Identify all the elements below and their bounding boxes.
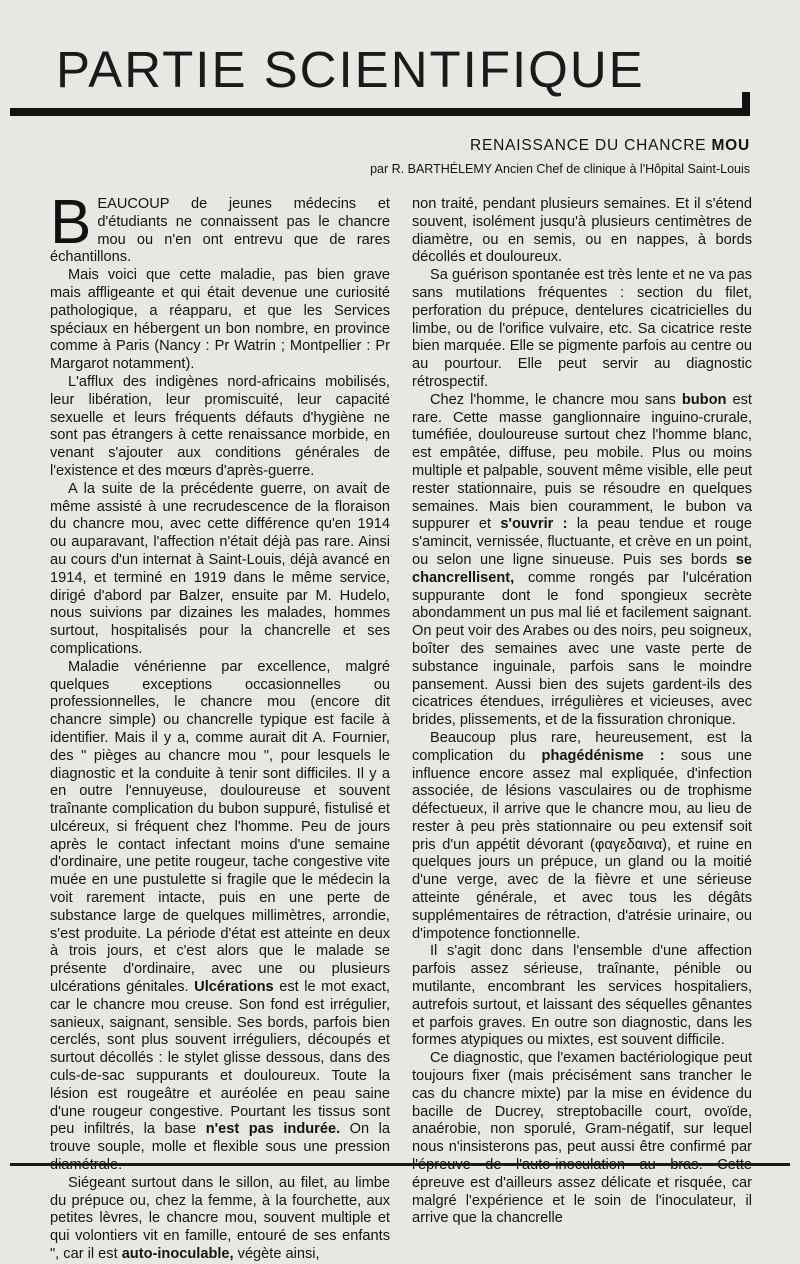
- right-column: [412, 196, 752, 1228]
- bold-term: bubon: [681, 391, 727, 408]
- paragraph: Sa guérison spontanée est très lente et ne va pas sans mutilations fréquentes : section du filet, perforation du prépuce, dentelures cicatricielles du limbe, ou de l'orifice vulvaire, etc. Sa cicatrice reste bien marquée. Elle se pigmente parfois au centre ou au pourtour. Elle peut servir au diagnostic rétrospectif.: [412, 267, 752, 390]
- header-rule: [10, 108, 746, 116]
- paragraph-text: Beaucoup plus rare, heureusement, est la complication du: [412, 729, 752, 764]
- header-rule-hook: [742, 92, 750, 116]
- paragraph: A la suite de la précédente guerre, on avait de même assisté à une recrudescence de la floraison du chancre mou, avec cette différence qu'en 1914 ou auparavant, l'affection n'était déjà pas rare. Ainsi au cours d'un internat à Saint-Louis, déjà avancé en 1914, et terminé en 1919 dans le même service, dirigé d'abord par Balzer, ensuite par M. Hudelo, nous suivions par dizaines les malades, hommes surtout, hospitalisés pour la chancrelle et ses complications.: [50, 480, 390, 657]
- article-title-main: RENAISSANCE DU CHANCRE: [469, 137, 712, 154]
- paragraph: [50, 659, 390, 1175]
- paragraph: [50, 188, 390, 267]
- paragraph: Il s'agit donc dans l'ensemble d'une affection parfois assez sérieuse, traînante, pénible ou mutilante, encombrant les services hospitaliers, autrefois surtout, et laissant des séquelles gênantes et parfois graves. En outre son diagnostic, dans les formes atypiques ou mixtes, est souvent difficile.: [412, 943, 752, 1049]
- drop-cap: B: [50, 188, 92, 257]
- bold-term: auto-inoculable,: [121, 1246, 234, 1263]
- paragraph-text: la peau tendue et rouge s'amincit, vernissée, fluctuante, et crève en un point, ou selon une ligne sinueuse. Puis ses bords: [412, 516, 752, 568]
- paragraph: Ce diagnostic, que l'examen bactériologique peut toujours fixer (mais précisément sans trancher le cas du chancre mixte) par la mise en évidence du bacille de Ducrey, streptobacille court, ovoïde, anaérobie, non sporulé, Gram-négatif, sur lequel nous n'insisterons pas, peut aussi être confirmé par épreuve est d'ailleurs assez délicate et risquée, car malgré l'expérience et le soin de l'inoculateur, il arrive que la chancrelle: [412, 1050, 752, 1227]
- article-byline: par R. BARTHÉLEMY Ancien Chef de clinique à l'Hôpital Saint-Louis: [370, 162, 750, 176]
- paragraph: L'afflux des indigènes nord-africains mobilisés, leur libération, leur promiscuité, leur capacité sexuelle et leurs fréquents défauts d'hygiène ne sont pas étrangers à cette renaissance morbide, en venant s'ajouter aux conditions générales de l'existence et des mœurs d'après-guerre.: [50, 373, 390, 479]
- article-title-emphasis: MOU: [711, 137, 750, 154]
- paragraph-text: végète ainsi,: [237, 1246, 320, 1263]
- left-column: [50, 188, 390, 1264]
- bold-term: Ulcérations: [194, 979, 274, 996]
- paragraph: Mais voici que cette maladie, pas bien grave mais affligeante et qui était devenue une curiosité pathologique, a réapparu, et que les Services spéciaux en hébergent un bon nombre, en province comme à Paris (Nancy : Pr Watrin ; Montpellier : Pr Margarot notamment).: [50, 267, 390, 373]
- paragraph-text: est le mot exact, car le chancre mou creuse. Son fond est irrégulier, sanieux, saignant, sensible. Ses bords, parfois bien cerclés, sont plus souvent irréguliers, découpés et surtout décollés : le stylet glisse dessous, dans des culs-de-sac suppurants et douloureux. Toute la lésion est rougeâtre et auréolée en peau saine d'une rougeur congestive. Pourtant les tissus sont peu infiltrés, la base: [50, 979, 390, 1138]
- bold-term: n'est pas indurée.: [205, 1121, 341, 1138]
- paragraph-text: On la trouve souple, molle et flexible sous une pression: [50, 1121, 390, 1156]
- article-title: [470, 137, 750, 155]
- footer-rule: [10, 1163, 790, 1166]
- paragraph-text: sous une influence encore assez mal expliquée, d'infection associée, de lésions vasculaires ou de trophisme défectueux, il arrive que le chancre mou, au lieu de rester à peu près stationnaire ou peu extensif soit pris d'un appétit dévorant (φαγεδαινα), et ruine en quelques jours un prépuce, un gland ou la moitié d'une verge, avec de la fièvre et une sérieuse atteinte générale, et avec tous les dégâts supplémentaires de rétraction, d'atrésie urinaire, ou d'impotence fonctionnelle.: [412, 747, 753, 942]
- paragraph-text: Chez l'homme, le chancre mou sans: [430, 391, 676, 408]
- paragraph: [412, 730, 752, 944]
- paragraph-text: Maladie vénérienne par excellence, malgré quelques exceptions occasionnelles ou professionnelles, le chancre mou (encore dit chancre simple) ou chancrelle typique est facile à identifier. Mais il y a, comme aurait dit A. Fournier, des " pièges au chancre mou ", pour lesquels le diagnostic et la conduite à tenir sont difficiles. Il y a en outre l'ennuyeuse, douloureuse et souvent traînante complication du bubon suppuré, fistulisé et ulcéreux, si fréquent chez l'homme. Peu de jours après le contact infectant moins d'une semaine d'ordinaire, une petite rougeur, tache congestive vite muée en une pustulette si fragile que le médecin la voit rarement intacte, puis en une perte de substance large de quelques millimètres, arrondie, s'est produite. La période d'état est atteinte en deux à trois jours, et c'est alors que le malade se présente d'ordinaire, avec une ou plusieurs ulcérations génitales.: [50, 658, 390, 996]
- section-title: PARTIE SCIENTIFIQUE: [56, 41, 645, 98]
- bold-term: se chancrellisent,: [412, 551, 752, 586]
- paragraph-text: est rare. Cette masse ganglionnaire inguino-crurale, tuméfiée, douloureuse surtout chez l'homme blanc, est empâtée, diffuse, peu mobile. Plus ou moins multiple et palpable, souvent même visible, elle peut rester stationnaire, puis se résoudre en quelques semaines. Mais bien couramment, le bubon va suppurer et: [412, 391, 752, 533]
- paragraph: non traité, pendant plusieurs semaines. Et il s'étend souvent, isolément jusqu'à plusieurs centimètres de diamètre, ou en semis, ou en nappes, à bords décollés et douloureux.: [412, 196, 752, 266]
- bold-term: phagédénisme :: [541, 747, 665, 764]
- paragraph-text: comme rongés par l'ulcération suppurante dont le fond spongieux secrète abondamment un pus mal lié et facilement saignant. On peut voir des Arabes ou des noirs, peu soigneux, boîter des semaines avec une vaste perte de substance inguinale, parfois sans le moindre pansement. Aussi bien des sujets gardent-ils des cicatrices étendues, irrégulières et vicieuses, avec brides, plissements, et de la fissuration chronique.: [412, 569, 752, 729]
- paragraph-text: EAUCOUP de jeunes médecins et d'étudiants ne connaissent pas le chancre mou ou n'en ont entrevu que de rares échantillons.: [50, 196, 390, 266]
- bold-term: s'ouvrir :: [500, 516, 568, 533]
- paragraph: [412, 392, 752, 730]
- paragraph-text: Siégeant surtout dans le sillon, au filet, au limbe du prépuce ou, chez la femme, à la fourchette, aux petites lèvres, le chancre mou, souvent multiple et qui volontiers vit en famille, entouré de ses enfants ", car il est: [50, 1174, 390, 1263]
- paragraph: [50, 1175, 390, 1264]
